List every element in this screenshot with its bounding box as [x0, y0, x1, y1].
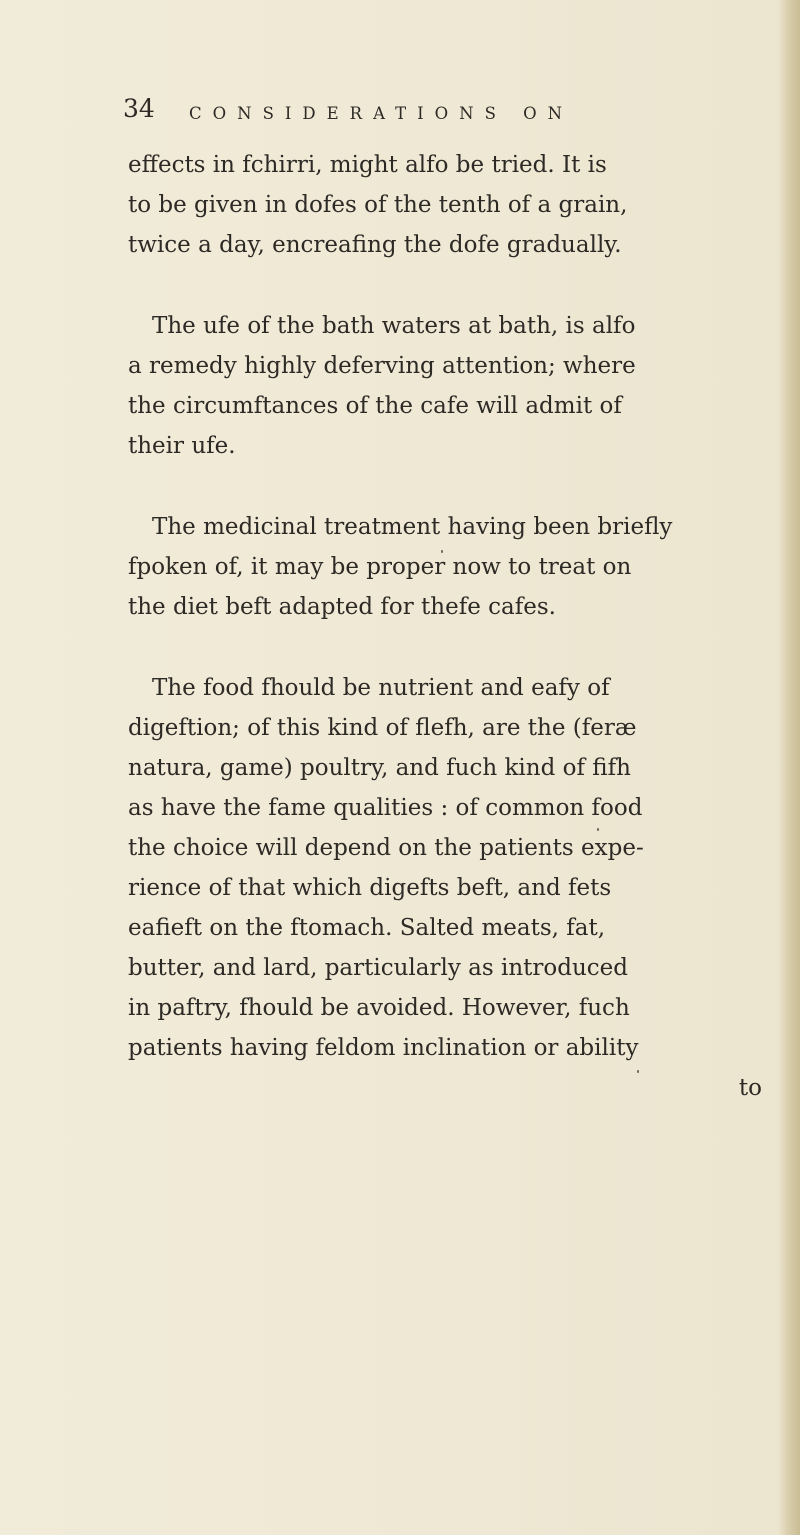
running-title: CONSIDERATIONS ON	[189, 104, 574, 123]
text-line: the circumftances of the cafe will admit of	[128, 393, 622, 419]
text-line: natura, game) poultry, and fuch kind of fifh	[128, 755, 631, 781]
body-text	[128, 145, 768, 1149]
text-line: digeftion; of this kind of flefh, are the (feræ	[128, 715, 637, 741]
text-line: as have the fame qualities : of common food	[128, 795, 643, 821]
text-line: The medicinal treatment having been briefly	[152, 514, 673, 540]
text-line: the diet beft adapted for thefe cafes.	[128, 594, 556, 620]
text-line: eafieft on the ftomach. Salted meats, fat,	[128, 915, 606, 941]
text-line: patients having feldom inclination or ability	[128, 1035, 639, 1061]
text-line: rience of that which digefts beft, and fets	[128, 875, 612, 901]
paper-speck	[597, 828, 599, 831]
text-line: effects in fchirri, might alfo be tried. It is	[128, 152, 607, 178]
paragraph	[128, 306, 768, 466]
page-number: 34	[123, 94, 155, 123]
text-line: twice a day, encreafing the dofe gradually.	[128, 232, 622, 258]
paper-speck	[441, 550, 443, 553]
page-edge-shadow	[778, 0, 800, 1535]
text-line: a remedy highly deferving attention; where	[128, 353, 636, 379]
text-line: fpoken of, it may be proper now to treat on	[128, 554, 632, 580]
paragraph	[128, 668, 768, 1108]
paper-speck	[637, 1070, 639, 1073]
text-line: in paftry, fhould be avoided. However, fuch	[128, 995, 630, 1021]
running-head	[123, 92, 683, 122]
text-line: The food fhould be nutrient and eafy of	[152, 675, 610, 701]
text-line: The ufe of the bath waters at bath, is alfo	[152, 313, 636, 339]
paragraph	[128, 145, 768, 265]
text-line: butter, and lard, particularly as introduced	[128, 955, 628, 981]
text-line: the choice will depend on the patients expe-	[128, 835, 644, 861]
text-line: their ufe.	[128, 433, 236, 459]
text-line: to be given in dofes of the tenth of a grain,	[128, 192, 628, 218]
catchword: to	[738, 1075, 762, 1101]
paragraph	[128, 507, 768, 627]
